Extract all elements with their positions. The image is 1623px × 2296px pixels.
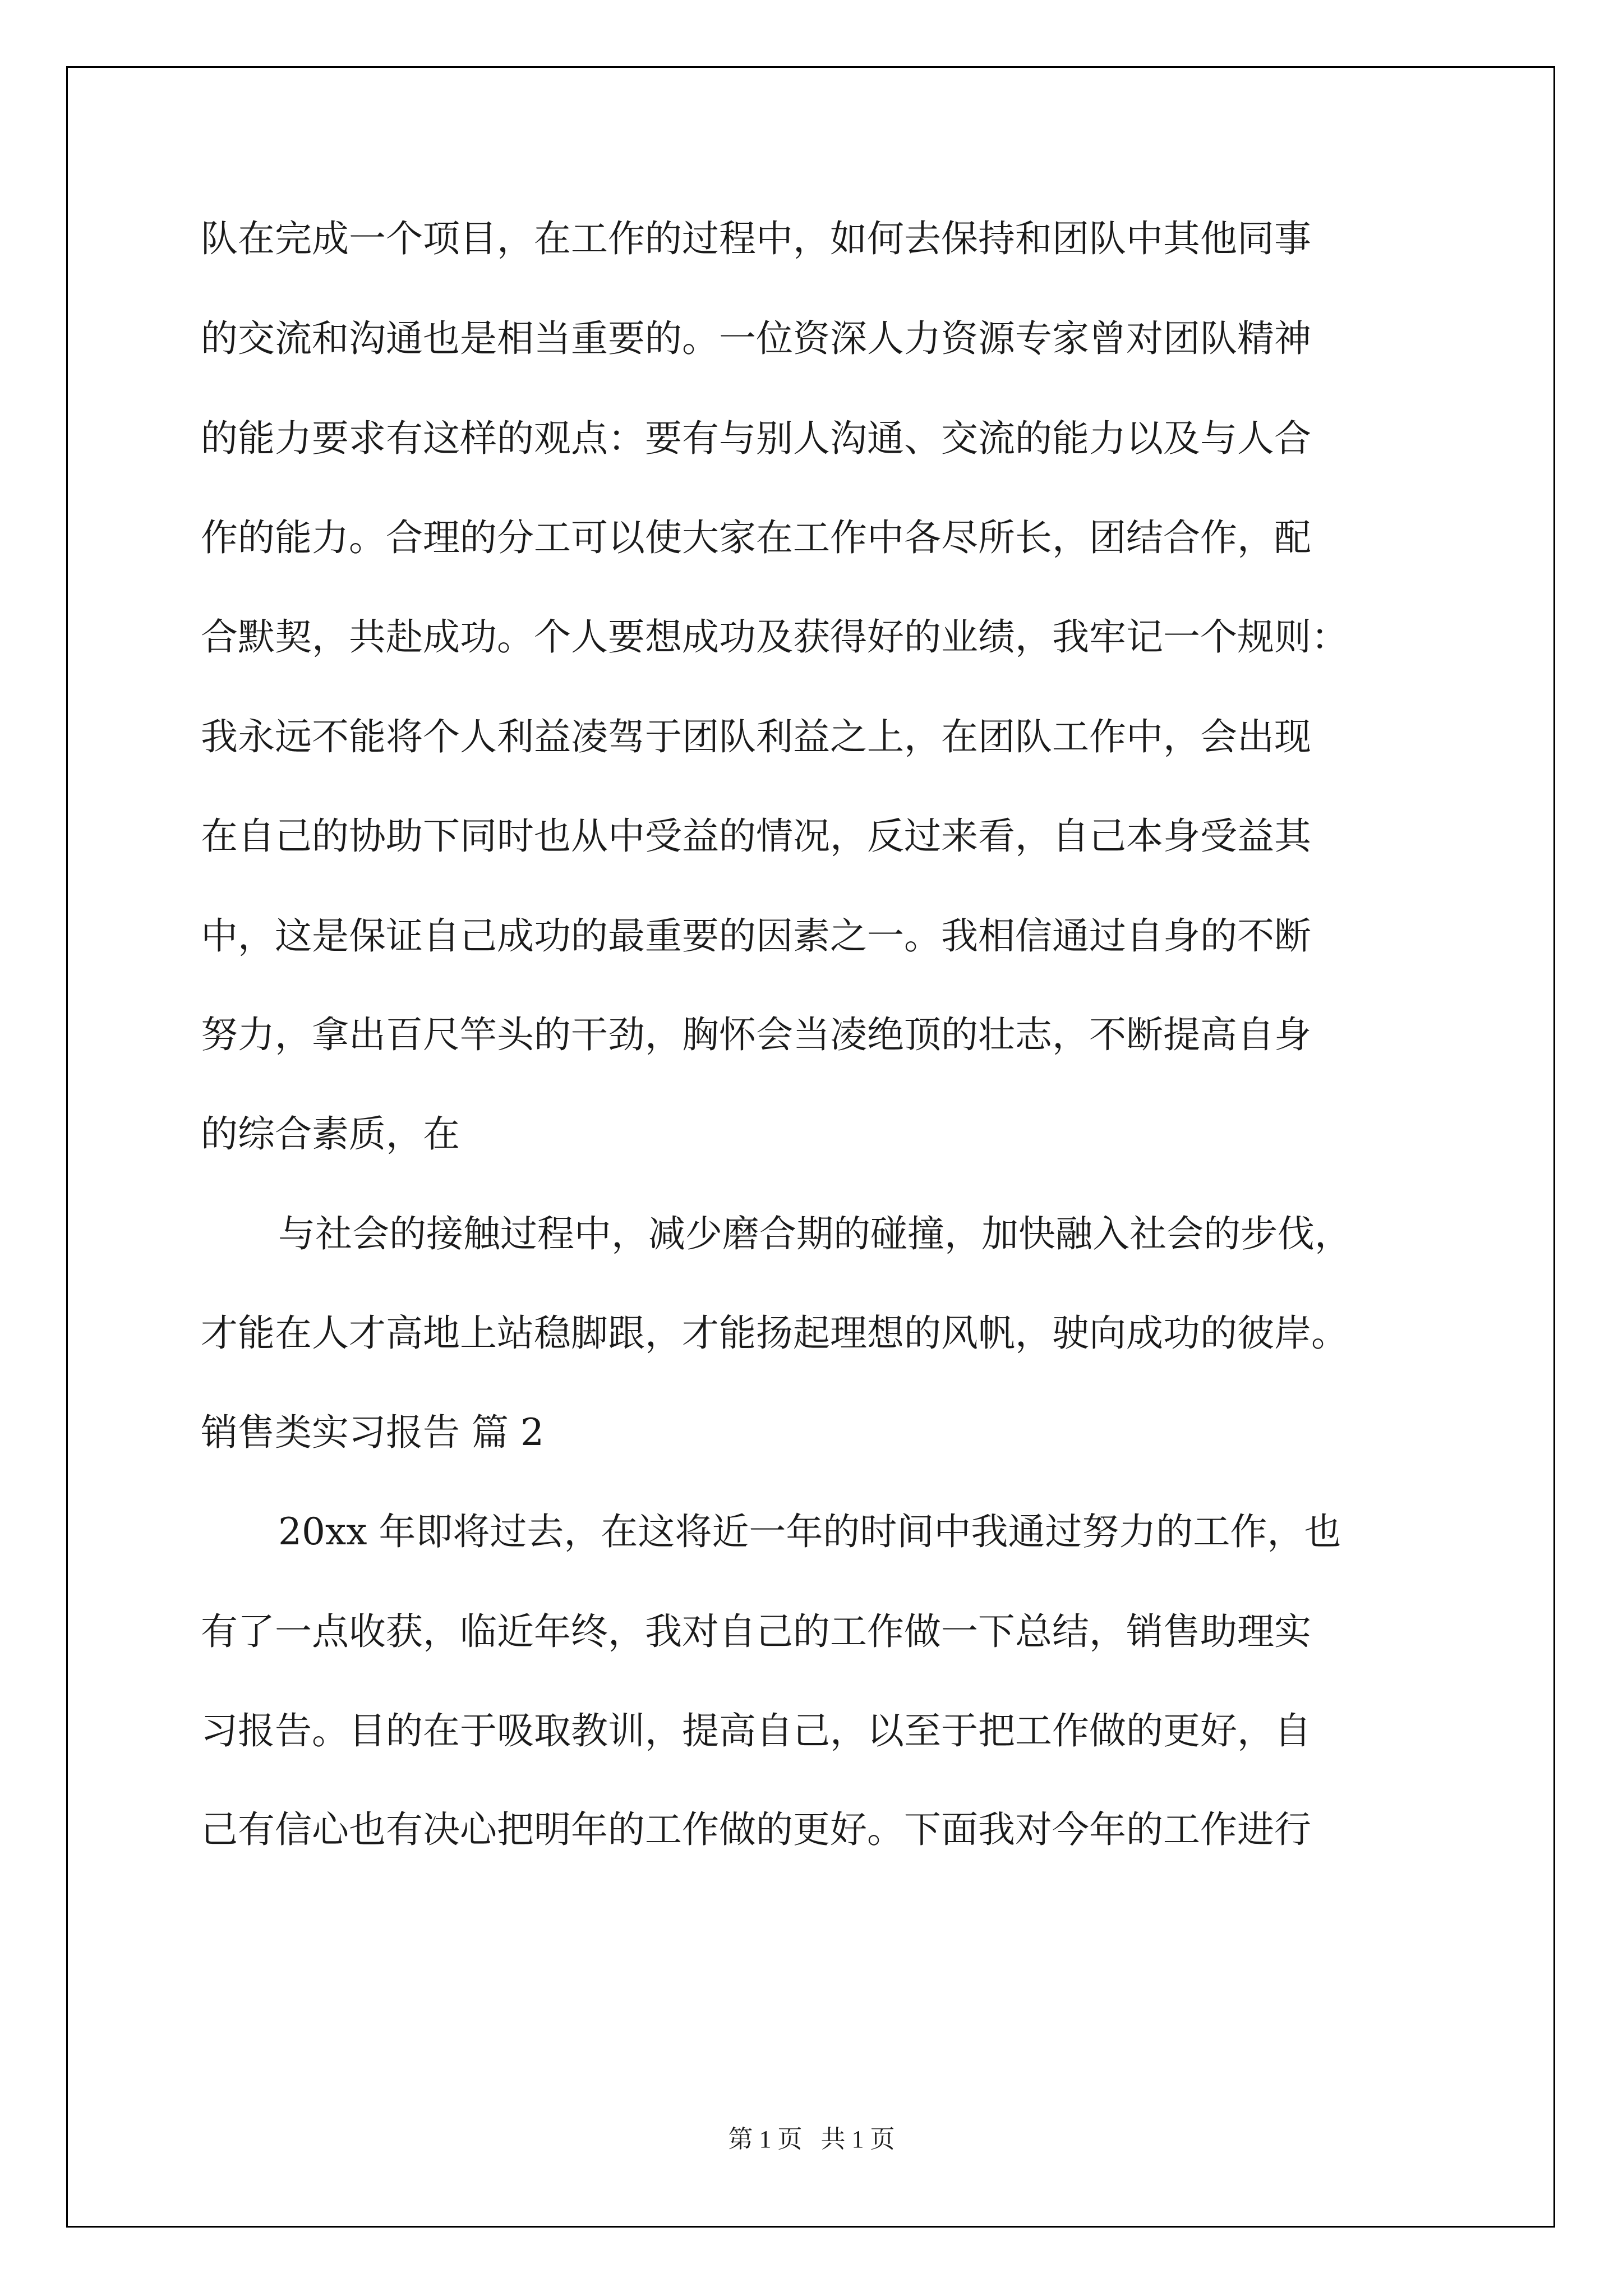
paragraph-first-line: 20xx 年即将过去，在这将近一年的时间中我通过努力的工作，也 xyxy=(278,1510,1341,1553)
page-number-footer: 第 1 页 共 1 页 xyxy=(728,2125,895,2153)
body-text-line: 有了一点收获，临近年终，我对自己的工作做一下总结，销售助理实 xyxy=(201,1610,1311,1653)
body-text-line: 才能在人才高地上站稳脚跟，才能扬起理想的风帆，驶向成功的彼岸。 xyxy=(201,1312,1348,1355)
body-text-line: 习报告。目的在于吸取教训，提高自己，以至于把工作做的更好，自 xyxy=(201,1709,1311,1752)
body-text-line: 的综合素质，在 xyxy=(201,1112,460,1156)
body-text-line: 中，这是保证自己成功的最重要的因素之一。我相信通过自身的不断 xyxy=(201,914,1311,958)
body-text-line: 努力，拿出百尺竿头的干劲，胸怀会当凌绝顶的壮志，不断提高自身 xyxy=(201,1013,1311,1056)
body-text-line: 的交流和沟通也是相当重要的。一位资深人力资源专家曾对团队精神 xyxy=(201,317,1311,360)
body-text-line: 己有信心也有决心把明年的工作做的更好。下面我对今年的工作进行 xyxy=(201,1808,1311,1851)
body-text-line: 作的能力。合理的分工可以使大家在工作中各尽所长，团结合作，配 xyxy=(201,516,1311,559)
paragraph-first-line: 与社会的接触过程中，减少磨合期的碰撞，加快融入社会的步伐， xyxy=(278,1212,1352,1255)
body-text-line: 队在完成一个项目，在工作的过程中，如何去保持和团队中其他同事 xyxy=(201,217,1311,260)
section-heading: 销售类实习报告 篇 2 xyxy=(201,1411,544,1454)
body-text-line: 的能力要求有这样的观点：要有与别人沟通、交流的能力以及与人合 xyxy=(201,417,1311,460)
body-text-line: 合默契，共赴成功。个人要想成功及获得好的业绩，我牢记一个规则： xyxy=(201,615,1348,659)
body-text-line: 在自己的协助下同时也从中受益的情况，反过来看，自己本身受益其 xyxy=(201,815,1311,858)
body-text-line: 我永远不能将个人利益凌驾于团队利益之上，在团队工作中，会出现 xyxy=(201,715,1311,758)
